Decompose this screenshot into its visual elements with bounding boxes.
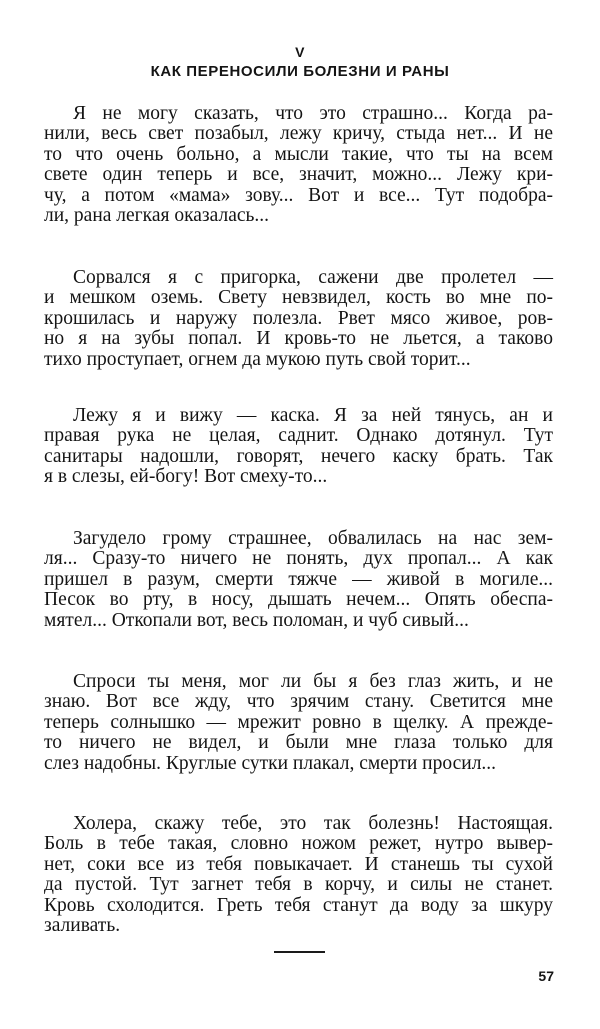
- text-line: правая рука не целая, саднит. Однако дотянул. Тут: [44, 425, 553, 447]
- text-line: свете один теперь и все, значит, можно... Лежу кри-: [44, 164, 553, 186]
- page-number: 57: [538, 968, 554, 984]
- text-line: Холера, скажу тебе, это так болезнь! Настоящая.: [73, 813, 553, 834]
- text-line: чу, а потом «мама» зову... Вот и все... Тут подобра-: [44, 184, 553, 206]
- text-line: ли, рана легкая оказалась...: [44, 205, 270, 227]
- text-line: знаю. Вот все жду, что зрячим стану. Светится мне: [44, 691, 553, 713]
- text-line: Боль в тебе такая, словно ножом режет, нутро вывер-: [44, 833, 553, 855]
- chapter-number: V: [295, 44, 305, 60]
- text-line: крошилась и наружу полезла. Рвет мясо живое, ров-: [44, 307, 553, 329]
- text-line: то что очень больно, а мысли такие, что ты на всем: [44, 143, 553, 165]
- paragraph-6: [44, 814, 553, 937]
- text-line: ля... Сразу-то ничего не понять, дух пропал... А как: [44, 548, 553, 570]
- text-line: слез надобны. Круглые сутки плакал, смерти просил...: [44, 752, 497, 774]
- paragraph-1: [44, 104, 553, 227]
- text-line: нили, весь свет позабыл, лежу кричу, стыда нет... И не: [44, 123, 553, 145]
- text-line: теперь солнышко — мрежит ровно в щелку. А прежде-: [44, 711, 553, 733]
- text-line: мятел... Откопали вот, весь поломан, и чуб сивый...: [44, 609, 469, 631]
- text-line: Я не могу сказать, что это страшно... Когда ра-: [73, 103, 553, 124]
- text-line: нет, соки все из тебя повыкачает. И станешь ты сухой: [44, 853, 553, 875]
- chapter-title: КАК ПЕРЕНОСИЛИ БОЛЕЗНИ И РАНЫ: [150, 63, 450, 80]
- text-line: Спроси ты меня, мог ли бы я без глаз жить, и не: [73, 671, 553, 692]
- text-line: Лежу я и вижу — каска. Я за ней тянусь, ан и: [73, 405, 553, 426]
- text-line: заливать.: [44, 915, 121, 937]
- section-divider: [274, 951, 325, 953]
- text-line: я в слезы, ей-богу! Вот смеху-то...: [44, 466, 328, 488]
- text-line: тихо проступает, огнем да мукою путь свой торит...: [44, 348, 471, 370]
- text-line: то ничего не видел, и были мне глаза только для: [44, 732, 553, 754]
- text-line: пришел в разум, смерти тяжче — живой в могиле...: [44, 568, 553, 590]
- paragraph-4: [44, 529, 553, 631]
- text-line: да пустой. Тут загнет тебя в корчу, и силы не станет.: [44, 874, 553, 896]
- text-line: Кровь схолодится. Греть тебя станут да воду за шкуру: [44, 894, 553, 916]
- text-line: Песок во рту, в носу, дышать нечем... Опять обеспа-: [44, 589, 553, 611]
- text-line: Сорвался я с пригорка, сажени две пролетел —: [73, 267, 553, 288]
- text-line: и мешком оземь. Свету невзвидел, кость во мне по-: [44, 287, 553, 309]
- text-line: но я на зубы попал. И кровь-то не льется, а таково: [44, 328, 553, 350]
- text-line: санитары надошли, говорят, нечего каску брать. Так: [44, 445, 553, 467]
- paragraph-3: [44, 406, 553, 488]
- text-line: Загудело грому страшнее, обвалилась на нас зем-: [73, 528, 553, 549]
- paragraph-2: [44, 268, 553, 370]
- paragraph-5: [44, 672, 553, 774]
